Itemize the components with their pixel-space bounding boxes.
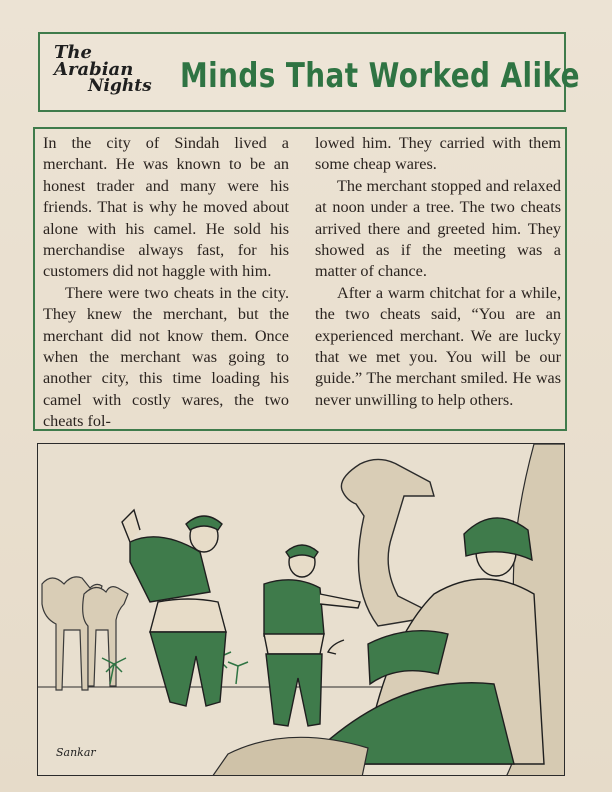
series-logo (54, 42, 164, 96)
illustration-drawing (38, 444, 565, 776)
series-logo-line1: The Arabian (54, 42, 134, 80)
story-illustration (37, 443, 565, 776)
paragraph: lowed him. They carried with them some cheap wares. (315, 134, 561, 174)
paragraph: After a warm chitchat for a while, the two cheats said, “You are an experienced merchant. We are lucky that we met you. You will be our guide.” The merchant smiled. He was never unwilling to help others. (315, 283, 561, 409)
story-title: Minds That Worked Alike (180, 56, 580, 96)
story-text-box (33, 127, 567, 431)
merchant-figure (314, 518, 544, 764)
story-header (38, 32, 580, 112)
paragraph: In the city of Sindah lived a merchant. He was known to be an honest trader and many were his friends. That is why he moved about alone with his camel. He sold his merchandise always fast, for his customers did not haggle with him. (43, 134, 289, 281)
cheat-figure-middle (264, 545, 360, 726)
series-logo-line2: Nights (88, 76, 152, 96)
paragraph: The merchant stopped and relaxed at noon under a tree. The two cheats arrived there and greeted him. They showed as if the meeting was a matter of chance. (315, 176, 561, 281)
cheat-figure-left (122, 510, 226, 706)
wares-bundle (212, 737, 368, 776)
right-column (315, 133, 561, 411)
background-camels (42, 577, 128, 690)
paragraph: There were two cheats in the city. They knew the merchant, but the merchant did not know them. Once when the merchant was going to another city, this time loading his camel with costly wares, the two cheats fol- (43, 283, 289, 431)
artist-signature: Sankar (56, 746, 96, 759)
left-column (43, 133, 289, 433)
